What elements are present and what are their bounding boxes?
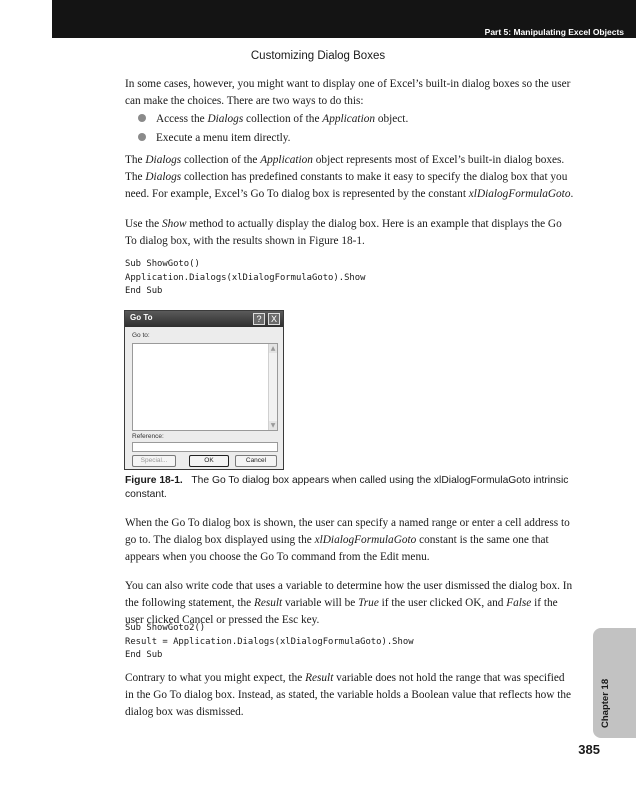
figure-number: Figure 18-1.	[125, 475, 183, 486]
cancel-button[interactable]: Cancel	[235, 455, 277, 467]
code-line: Result = Application.Dialogs(xlDialogFormulaGoto).Show	[125, 636, 414, 647]
chapter-tab	[593, 628, 636, 738]
goto-dialog	[124, 310, 284, 470]
scroll-down-icon[interactable]: ▼	[270, 422, 276, 429]
goto-label: Go to:	[132, 332, 150, 339]
close-button[interactable]: X	[268, 313, 280, 325]
code-line: Application.Dialogs(xlDialogFormulaGoto).Show	[125, 272, 366, 283]
show-paragraph: Use the Show method to actually display the dialog box. Here is an example that displays the Go To dialog box, with the results shown in Figure 18-1.	[125, 218, 562, 247]
reference-label: Reference:	[132, 433, 164, 440]
goto-list[interactable]	[132, 343, 278, 431]
list-scrollbar[interactable]	[268, 344, 277, 430]
dialog-titlebar	[125, 311, 283, 327]
scroll-up-icon[interactable]: ▲	[270, 345, 276, 352]
goto-paragraph: When the Go To dialog box is shown, the user can specify a named range or enter a cell address to go to. The dialog box displayed using the xlDialogFormulaGoto constant is the same one that appears when you choose the Go To command from the Edit menu.	[125, 517, 570, 563]
code-line: Sub ShowGoto2()	[125, 623, 206, 633]
code-block-1	[125, 258, 365, 299]
dialog-title: Go To	[130, 313, 153, 322]
bullet-item: Execute a menu item directly.	[138, 130, 568, 146]
code-block-2	[125, 622, 414, 663]
figure-caption: Figure 18-1. The Go To dialog box appears when called using the xlDialogFormulaGoto intrinsic constant.	[125, 475, 569, 501]
reference-input[interactable]	[132, 442, 278, 452]
bullet-item: Access the Dialogs collection of the Application object.	[138, 111, 568, 127]
dialogs-paragraph: The Dialogs collection of the Application object represents most of Excel’s built-in dialog boxes. The Dialogs collection has predefined constants to make it easy to specify the dialog box that you need. For example, Excel’s Go To dialog box is represented by the constant xlDialogFormulaGoto.	[125, 154, 574, 200]
section-title: Customizing Dialog Boxes	[250, 50, 386, 62]
code-line: End Sub	[125, 650, 163, 661]
contrary-paragraph: Contrary to what you might expect, the Result variable does not hold the range that was specified in the Go To dialog box. Instead, as stated, the variable holds a Boolean value that reflects how the dialog box was dismissed.	[125, 672, 572, 718]
page-number: 385	[578, 742, 600, 757]
bullet-icon	[138, 114, 146, 122]
help-button[interactable]: ?	[253, 313, 265, 325]
code-line: End Sub	[125, 286, 163, 297]
special-button[interactable]: Special...	[132, 455, 176, 467]
chapter-label: Chapter 18	[600, 678, 611, 728]
header-bar	[52, 0, 636, 38]
code-line: Sub ShowGoto()	[125, 259, 200, 269]
ok-button[interactable]: OK	[189, 455, 229, 467]
intro-paragraph: In some cases, however, you might want to display one of Excel’s built-in dialog boxes so the user can make the choices. There are two ways to do this:	[125, 78, 571, 107]
bullet-icon	[138, 133, 146, 141]
running-head: Part 5: Manipulating Excel Objects	[484, 27, 624, 37]
result-paragraph: You can also write code that uses a variable to determine how the user dismissed the dialog box. In the following statement, the Result variable will be True if the user clicked OK, and False if the user clicked Cancel or pressed the Esc key.	[125, 580, 573, 626]
